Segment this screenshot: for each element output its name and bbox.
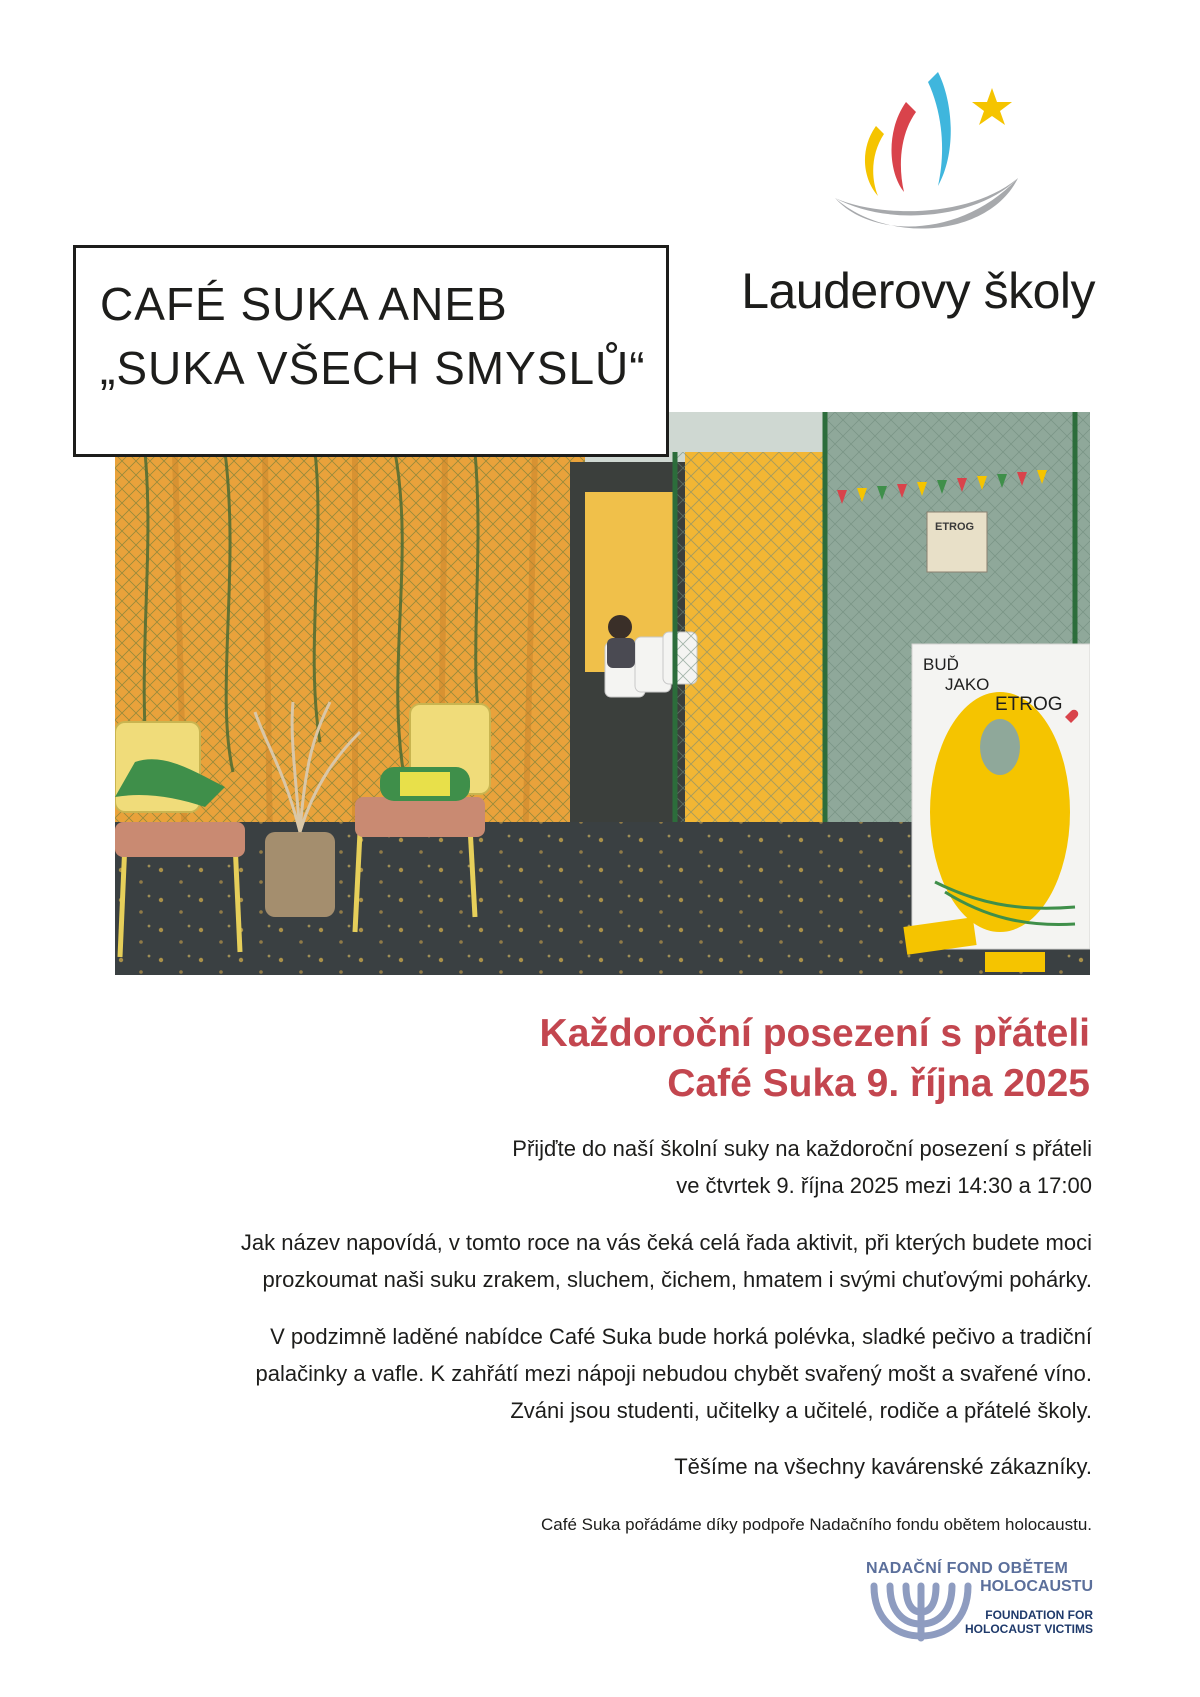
sponsor-footnote: Café Suka pořádáme díky podpoře Nadačního fondu obětem holocaustu. xyxy=(541,1515,1092,1534)
paragraph-line: prozkoumat naši suku zrakem, sluchem, čichem, hmatem i svými chuťovými pohárky. xyxy=(262,1267,1092,1292)
paragraph-menu xyxy=(256,1318,1092,1429)
event-title-box xyxy=(73,245,669,457)
small-etrog-sign: ETROG xyxy=(935,521,975,533)
paragraph-line: Těšíme na všechny kavárenské zákazníky. xyxy=(674,1454,1092,1479)
event-title-line-2: „SUKA VŠECH SMYSLŮ“ xyxy=(100,342,646,394)
fund-name-en-line-1: FOUNDATION FOR xyxy=(985,1608,1093,1622)
paragraph-line: Jak název napovídá, v tomto roce na vás čeká celá řada aktivit, při kterých budete moci xyxy=(240,1230,1092,1255)
paragraph-line: Přijďte do naší školní suky na každoroční posezení s přáteli xyxy=(512,1136,1092,1161)
paragraph-activities xyxy=(241,1224,1092,1298)
fund-name-cz-line-2: HOLOCAUSTU xyxy=(980,1578,1093,1595)
etrog-board-line-3: ETROG xyxy=(995,694,1063,715)
etrog-board-line-1: BUĎ xyxy=(923,655,959,674)
paragraph-line: Zváni jsou studenti, učitelky a učitelé, rodiče a přátelé školy. xyxy=(510,1398,1092,1423)
sukkah-photo xyxy=(115,412,1090,975)
event-title-line-1: CAFÉ SUKA ANEB xyxy=(100,278,508,330)
paragraph-line: V podzimně laděné nabídce Café Suka bude horká polévka, sladké pečivo a tradiční xyxy=(270,1324,1092,1349)
paragraph-line: ve čtvrtek 9. října 2025 mezi 14:30 a 17:00 xyxy=(676,1173,1092,1198)
fund-name-en-line-2: HOLOCAUST VICTIMS xyxy=(965,1622,1093,1636)
headline-line-1: Každoroční posezení s přáteli xyxy=(539,1012,1090,1055)
etrog-board-line-2: JAKO xyxy=(945,675,990,694)
menorah-icon xyxy=(866,1580,976,1642)
paragraph-line: palačinky a vafle. K zahřátí mezi nápoji nebudou chybět svařený mošt a svařené víno. xyxy=(255,1361,1092,1386)
school-name-logo-text: Lauderovy školy xyxy=(741,263,1095,319)
headline-line-2: Café Suka 9. října 2025 xyxy=(667,1062,1090,1105)
paragraph-invitation xyxy=(512,1130,1092,1204)
lauder-schools-logo-icon xyxy=(830,68,1030,248)
paragraph-closing xyxy=(674,1448,1092,1485)
fund-name-cz-line-1: NADAČNÍ FOND OBĚTEM xyxy=(866,1560,1069,1577)
